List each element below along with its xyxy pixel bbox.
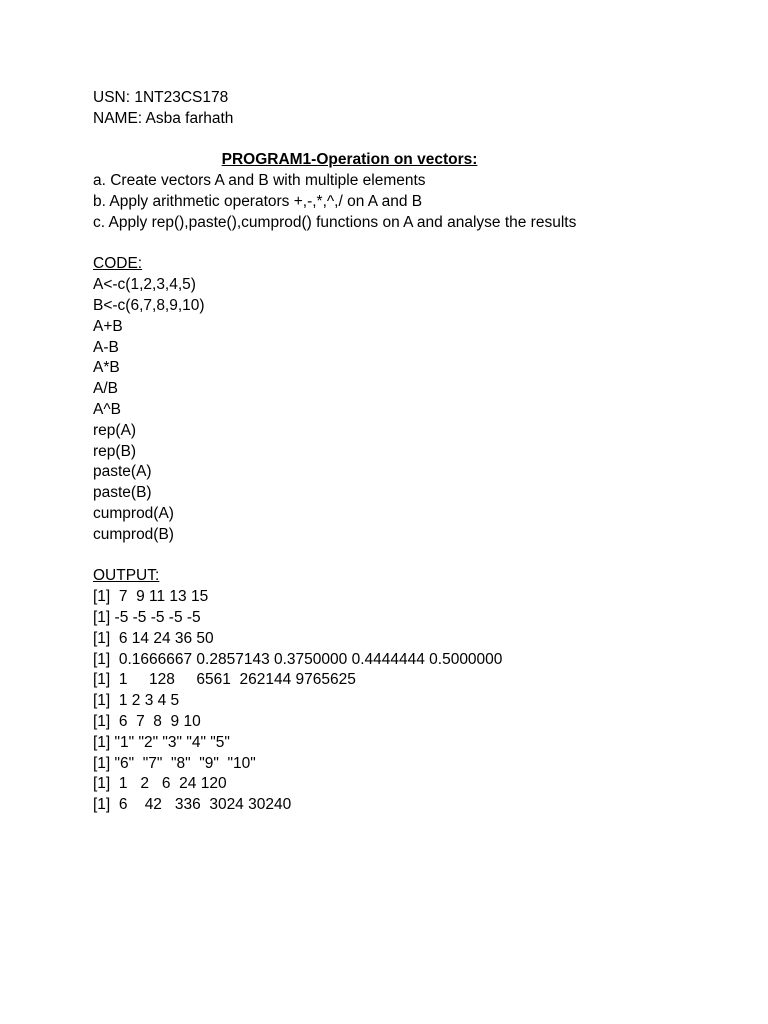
code-line: A^B [93,400,121,418]
output-line: [1] 6 42 336 3024 30240 [93,796,292,814]
output-line: [1] 6 7 8 9 10 [93,712,201,730]
output-line: [1] 1 2 6 24 120 [93,775,227,793]
usn-line: USN: 1NT23CS178 [93,89,229,106]
spacer [93,546,693,567]
code-line: rep(B) [93,442,137,460]
task-line: c. Apply rep(),paste(),cumprod() functions on A and analyse the results [93,213,577,231]
output-line: [1] 7 9 11 13 15 [93,588,209,606]
code-line: A/B [93,380,118,398]
code-heading: CODE: [93,255,143,273]
code-line: rep(A) [93,421,137,439]
code-line: cumprod(A) [93,504,174,522]
output-line: [1] 6 14 24 36 50 [93,629,214,647]
output-line: [1] 0.1666667 0.2857143 0.3750000 0.4444444 0.5000000 [93,650,503,668]
code-line: cumprod(B) [93,525,174,543]
document-content [93,88,693,816]
output-line: [1] 1 128 6561 262144 9765625 [93,671,356,689]
output-heading: OUTPUT: [93,567,160,585]
code-line: paste(A) [93,463,152,481]
output-line: [1] "6" "7" "8" "9" "10" [93,754,256,772]
code-line: B<-c(6,7,8,9,10) [93,296,205,314]
task-line: b. Apply arithmetic operators +,-,*,^,/ on A and B [93,192,423,210]
name-line: NAME: Asba farhath [93,109,234,127]
output-line: [1] 1 2 3 4 5 [93,692,180,710]
output-line: [1] "1" "2" "3" "4" "5" [93,733,230,751]
spacer [93,130,693,151]
program-title: PROGRAM1-Operation on vectors: [221,151,478,169]
spacer [93,234,693,255]
code-line: paste(B) [93,484,152,502]
code-line: A+B [93,317,123,335]
code-line: A-B [93,338,119,356]
output-line: [1] -5 -5 -5 -5 -5 [93,608,201,626]
code-line: A*B [93,359,120,377]
task-line: a. Create vectors A and B with multiple elements [93,172,426,190]
code-line: A<-c(1,2,3,4,5) [93,276,196,294]
